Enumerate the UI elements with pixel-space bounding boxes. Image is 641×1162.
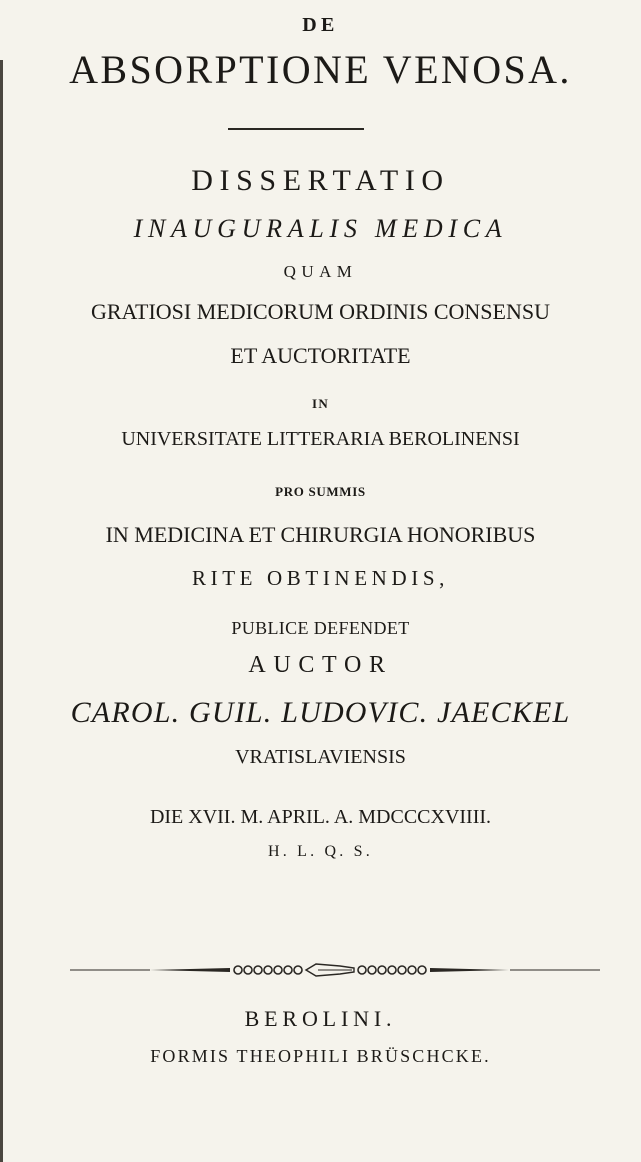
- imprint-place: BEROLINI.: [244, 1006, 397, 1031]
- decorative-ornament-rule: [70, 958, 600, 978]
- imprint-printer: FORMIS THEOPHILI BRÜSCHCKE.: [150, 1046, 491, 1066]
- main-title: ABSORPTIONE VENOSA.: [69, 47, 572, 92]
- author-name: CAROL. GUIL. LUDOVIC. JAECKEL: [70, 696, 571, 729]
- publice-line: PUBLICE DEFENDET: [231, 618, 410, 638]
- date-line: DIE XVII. M. APRIL. A. MDCCCXVIIII.: [149, 806, 492, 828]
- in-medicina-line: IN MEDICINA ET CHIRURGIA HONORIBUS: [105, 522, 536, 547]
- pro-summis-line: PRO SUMMIS: [275, 484, 366, 499]
- rite-line: RITE OBTINENDIS,: [191, 566, 450, 590]
- et-auctoritate-line: ET AUCTORITATE: [230, 343, 411, 368]
- title-rule: [228, 128, 364, 130]
- universitate-line: UNIVERSITATE LITTERARIA BEROLINENSI: [121, 428, 520, 450]
- origin-line: VRATISLAVIENSIS: [235, 746, 406, 768]
- quam-line: QUAM: [283, 262, 358, 281]
- inauguralis-heading: INAUGURALIS MEDICA: [133, 214, 508, 243]
- de-heading: DE: [302, 14, 339, 36]
- auctor-line: AUCTOR: [248, 652, 393, 678]
- in-line: IN: [311, 396, 330, 411]
- gratiosi-line: GRATIOSI MEDICORUM ORDINIS CONSENSU: [91, 299, 550, 324]
- dissertatio-heading: DISSERTATIO: [191, 164, 450, 197]
- hlqs-line: H. L. Q. S.: [268, 843, 373, 860]
